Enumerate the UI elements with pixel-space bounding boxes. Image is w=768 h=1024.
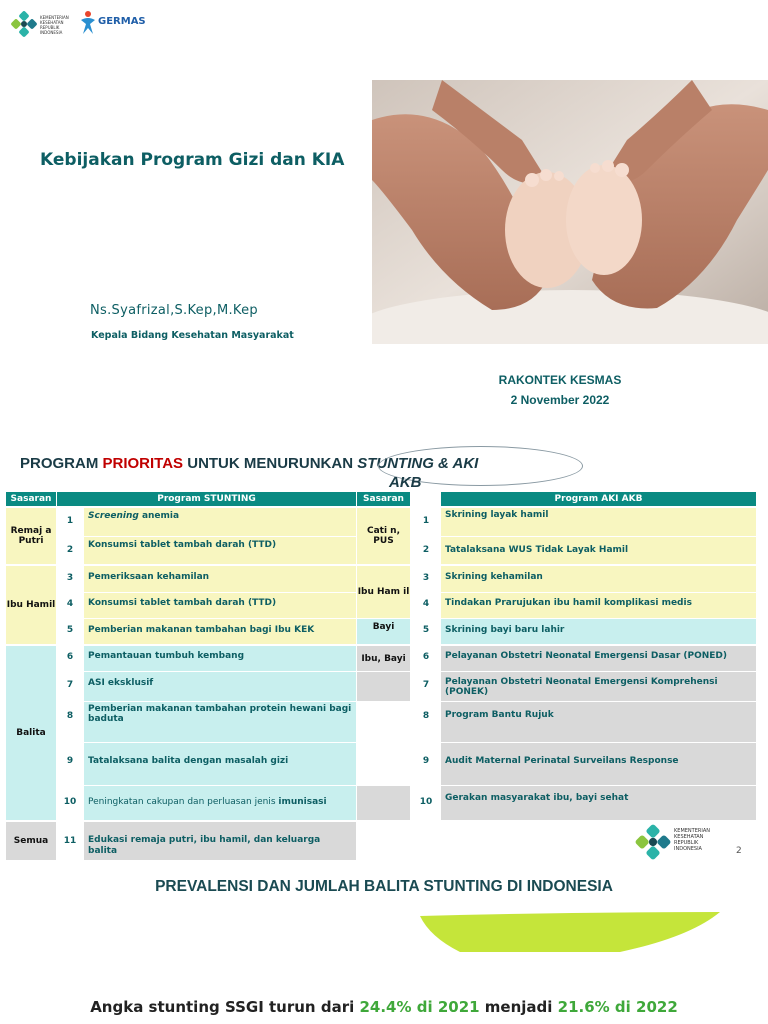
- kemenkes-emblem-icon: [634, 823, 672, 861]
- event-info: [470, 370, 650, 410]
- aki-item-4: Tindakan Prarujukan ibu hamil komplikasi medis: [441, 593, 756, 618]
- summary-part-3: menjadi: [479, 998, 558, 1016]
- stunting-item-10-text: Peningkatan cakupan dan perluasan jenis: [88, 797, 279, 807]
- stunting-item-9: Tatalaksana balita dengan masalah gizi: [84, 743, 356, 785]
- kemenkes-logo-slide2-text: KEMENTERIAN KESEHATAN REPUBLIK INDONESIA: [674, 828, 710, 852]
- germas-logo: [78, 10, 146, 38]
- header-sasaran-right: Sasaran: [357, 492, 410, 506]
- stunting-no-2: 2: [66, 545, 74, 555]
- germas-logo-text: GERMAS: [98, 16, 146, 27]
- aki-item-3: Skrining kehamilan: [441, 566, 756, 592]
- header-program-aki: Program AKI AKB: [441, 492, 756, 506]
- stunting-item-5: Pemberian makanan tambahan bagi Ibu KEK: [84, 619, 356, 644]
- stunting-item-6: Pemantauan tumbuh kembang: [84, 646, 356, 671]
- sasaran-semua: Semua: [6, 822, 56, 860]
- aki-no-9: 9: [422, 756, 430, 766]
- aki-no-5: 5: [422, 625, 430, 635]
- header-program-stunting: Program STUNTING: [57, 492, 356, 506]
- aki-item-7: Pelayanan Obstetri Neonatal Emergensi Komprehensi (PONEK): [441, 672, 756, 701]
- author-name: Ns.Syafrizal,S.Kep,M.Kep: [90, 303, 258, 318]
- aki-no-2: 2: [422, 545, 430, 555]
- event-date: 2 November 2022: [510, 393, 610, 407]
- aki-item-6: Pelayanan Obstetri Neonatal Emergensi Dasar (PONED): [441, 646, 756, 671]
- sasaran-remaja-putri: Remaj a Putri: [6, 508, 56, 564]
- title-part-prioritas: PRIORITAS: [102, 455, 184, 472]
- stunting-item-10-bold: imunisasi: [278, 797, 327, 807]
- aki-item-10: Gerakan masyarakat ibu, bayi sehat: [441, 786, 756, 820]
- stunting-item-11: Edukasi remaja putri, ibu hamil, dan keluarga balita: [84, 822, 356, 860]
- stunting-rate-summary: [0, 998, 768, 1016]
- stunting-no-8: 8: [66, 711, 74, 721]
- summary-rate-2022: 21.6% di 2022: [557, 998, 678, 1016]
- aki-item-8: Program Bantu Rujuk: [441, 702, 756, 742]
- title-part-untuk: UNTUK MENURUNKAN: [183, 455, 358, 472]
- germas-figure-icon: [78, 10, 98, 36]
- sasaran-bayi: Bayi: [357, 619, 410, 644]
- summary-rate-2021: 24.4% di 2021: [359, 998, 480, 1016]
- aki-no-10: 10: [419, 797, 433, 807]
- green-swoosh-shape: [420, 912, 720, 952]
- stunting-item-1-text: anemia: [138, 511, 180, 521]
- slide3-title: PREVALENSI DAN JUMLAH BALITA STUNTING DI INDONESIA: [155, 878, 613, 895]
- stunting-item-7: ASI eksklusif: [84, 672, 356, 701]
- stunting-no-1: 1: [66, 516, 74, 526]
- hands-baby-feet-photo: [372, 80, 768, 344]
- sasaran-catin-pus: Cati n, PUS: [357, 508, 410, 564]
- stunting-no-10: 10: [63, 797, 77, 807]
- stunting-item-3: Pemeriksaan kehamilan: [84, 566, 356, 592]
- aki-no-8: 8: [422, 711, 430, 721]
- presentation-title: Kebijakan Program Gizi dan KIA: [40, 150, 345, 170]
- title-part-program: PROGRAM: [20, 455, 103, 472]
- event-name: RAKONTEK KESMAS: [498, 373, 622, 387]
- stunting-no-3: 3: [66, 573, 74, 583]
- sasaran-empty-7: [357, 672, 410, 701]
- aki-item-1: Skrining layak hamil: [441, 508, 756, 536]
- sasaran-empty-10: [357, 786, 410, 820]
- stunting-no-9: 9: [66, 756, 74, 766]
- title-part-akb: AKB: [389, 474, 422, 491]
- kemenkes-emblem-icon: [10, 10, 38, 38]
- stunting-no-11: 11: [63, 836, 77, 846]
- aki-no-3: 3: [422, 573, 430, 583]
- title-part-stunting: STUNTING & AKI: [357, 455, 479, 472]
- aki-no-4: 4: [422, 599, 430, 609]
- stunting-item-2: Konsumsi tablet tambah darah (TTD): [84, 537, 356, 564]
- aki-no-6: 6: [422, 652, 430, 662]
- aki-no-1: 1: [422, 516, 430, 526]
- author-role: Kepala Bidang Kesehatan Masyarakat: [91, 330, 294, 341]
- sasaran-balita: Balita: [6, 646, 56, 820]
- stunting-item-1-italic: Screening: [88, 511, 139, 521]
- kemenkes-logo: [10, 10, 72, 38]
- stunting-no-4: 4: [66, 599, 74, 609]
- stunting-item-8: Pemberian makanan tambahan protein hewani bagi baduta: [84, 702, 356, 742]
- aki-item-5: Skrining bayi baru lahir: [441, 619, 756, 644]
- kemenkes-logo-slide2: [634, 823, 744, 861]
- kemenkes-logo-text: KEMENTERIAN KESEHATAN REPUBLIK INDONESIA: [40, 15, 69, 35]
- stunting-no-5: 5: [66, 625, 74, 635]
- photo-illustration: [372, 80, 768, 344]
- aki-item-9: Audit Maternal Perinatal Surveilans Response: [441, 743, 756, 785]
- summary-part-1: Angka stunting SSGI turun dari: [90, 998, 360, 1016]
- stunting-item-10: [84, 786, 356, 820]
- stunting-item-4: Konsumsi tablet tambah darah (TTD): [84, 593, 356, 618]
- stunting-no-6: 6: [66, 652, 74, 662]
- header-sasaran-left: Sasaran: [6, 492, 56, 506]
- stunting-no-7: 7: [66, 680, 74, 690]
- stunting-item-1: [84, 508, 356, 536]
- sasaran-ibu-bayi: Ibu, Bayi: [357, 646, 410, 671]
- aki-item-2: Tatalaksana WUS Tidak Layak Hamil: [441, 537, 756, 564]
- page-number: 2: [736, 846, 742, 856]
- sasaran-ibu-hamil: Ibu Hamil: [6, 566, 56, 644]
- aki-no-7: 7: [422, 680, 430, 690]
- sasaran-ibu-hamil-right: Ibu Ham il: [357, 566, 410, 618]
- green-swoosh-band: [420, 912, 720, 952]
